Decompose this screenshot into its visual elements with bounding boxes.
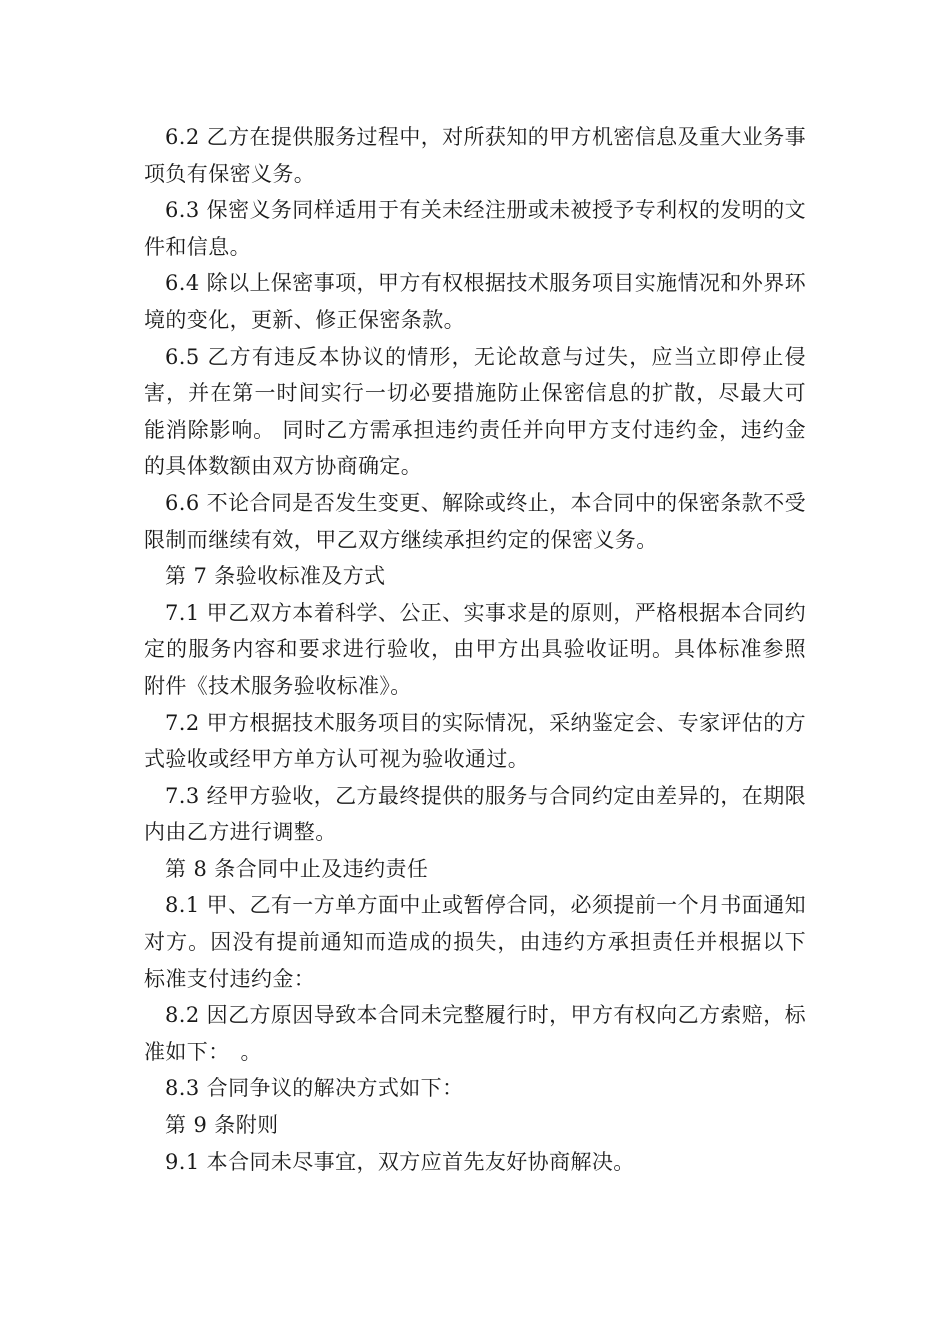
section-heading-7: 第 7 条验收标准及方式 (165, 564, 386, 589)
clause-7-1: 7.1 甲乙双方本着科学、公正、实事求是的原则，严格根据本合同约定的服务内容和要求进行验收，由甲方出具验收证明。具体标准参照附件《技术服务验收标准》。 (144, 600, 806, 698)
document-body (144, 119, 806, 1180)
clause-6-2: 6.2 乙方在提供服务过程中，对所获知的甲方机密信息及重大业务事项负有保密义务。 (144, 125, 806, 186)
clause-8-3: 8.3 合同争议的解决方式如下： (165, 1076, 464, 1101)
clause-8-2: 8.2 因乙方原因导致本合同未完整履行时，甲方有权向乙方索赔，标准如下： 。 (144, 1003, 806, 1064)
clause-6-4: 6.4 除以上保密事项，甲方有权根据技术服务项目实施情况和外界环境的变化，更新、修正保密条款。 (144, 271, 806, 332)
clause-7-3: 7.3 经甲方验收，乙方最终提供的服务与合同约定由差异的，在期限内由乙方进行调整。 (144, 783, 806, 845)
section-heading-8: 第 8 条合同中止及违约责任 (165, 856, 429, 881)
clause-7-2: 7.2 甲方根据技术服务项目的实际情况，采纳鉴定会、专家评估的方式验收或经甲方单方认可视为验收通过。 (144, 710, 806, 772)
clause-6-3: 6.3 保密义务同样适用于有关未经注册或未被授予专利权的发明的文件和信息。 (144, 198, 806, 259)
clause-6-5: 6.5 乙方有违反本协议的情形，无论故意与过失，应当立即停止侵害，并在第一时间实行一切必要措施防止保密信息的扩散，尽最大可能消除影响。 同时乙方需承担违约责任并向甲方支付违约金，违约金的具体数额由双方协商确定。 (144, 344, 806, 479)
clause-9-1: 9.1 本合同未尽事宜，双方应首先友好协商解决。 (165, 1149, 635, 1174)
clause-8-1: 8.1 甲、乙有一方单方面中止或暂停合同，必须提前一个月书面通知对方。因没有提前通知而造成的损失，由违约方承担责任并根据以下标准支付违约金： (144, 893, 806, 991)
section-heading-9: 第 9 条附则 (165, 1113, 279, 1138)
clause-6-6: 6.6 不论合同是否发生变更、解除或终止，本合同中的保密条款不受限制而继续有效，甲乙双方继续承担约定的保密义务。 (144, 490, 806, 552)
